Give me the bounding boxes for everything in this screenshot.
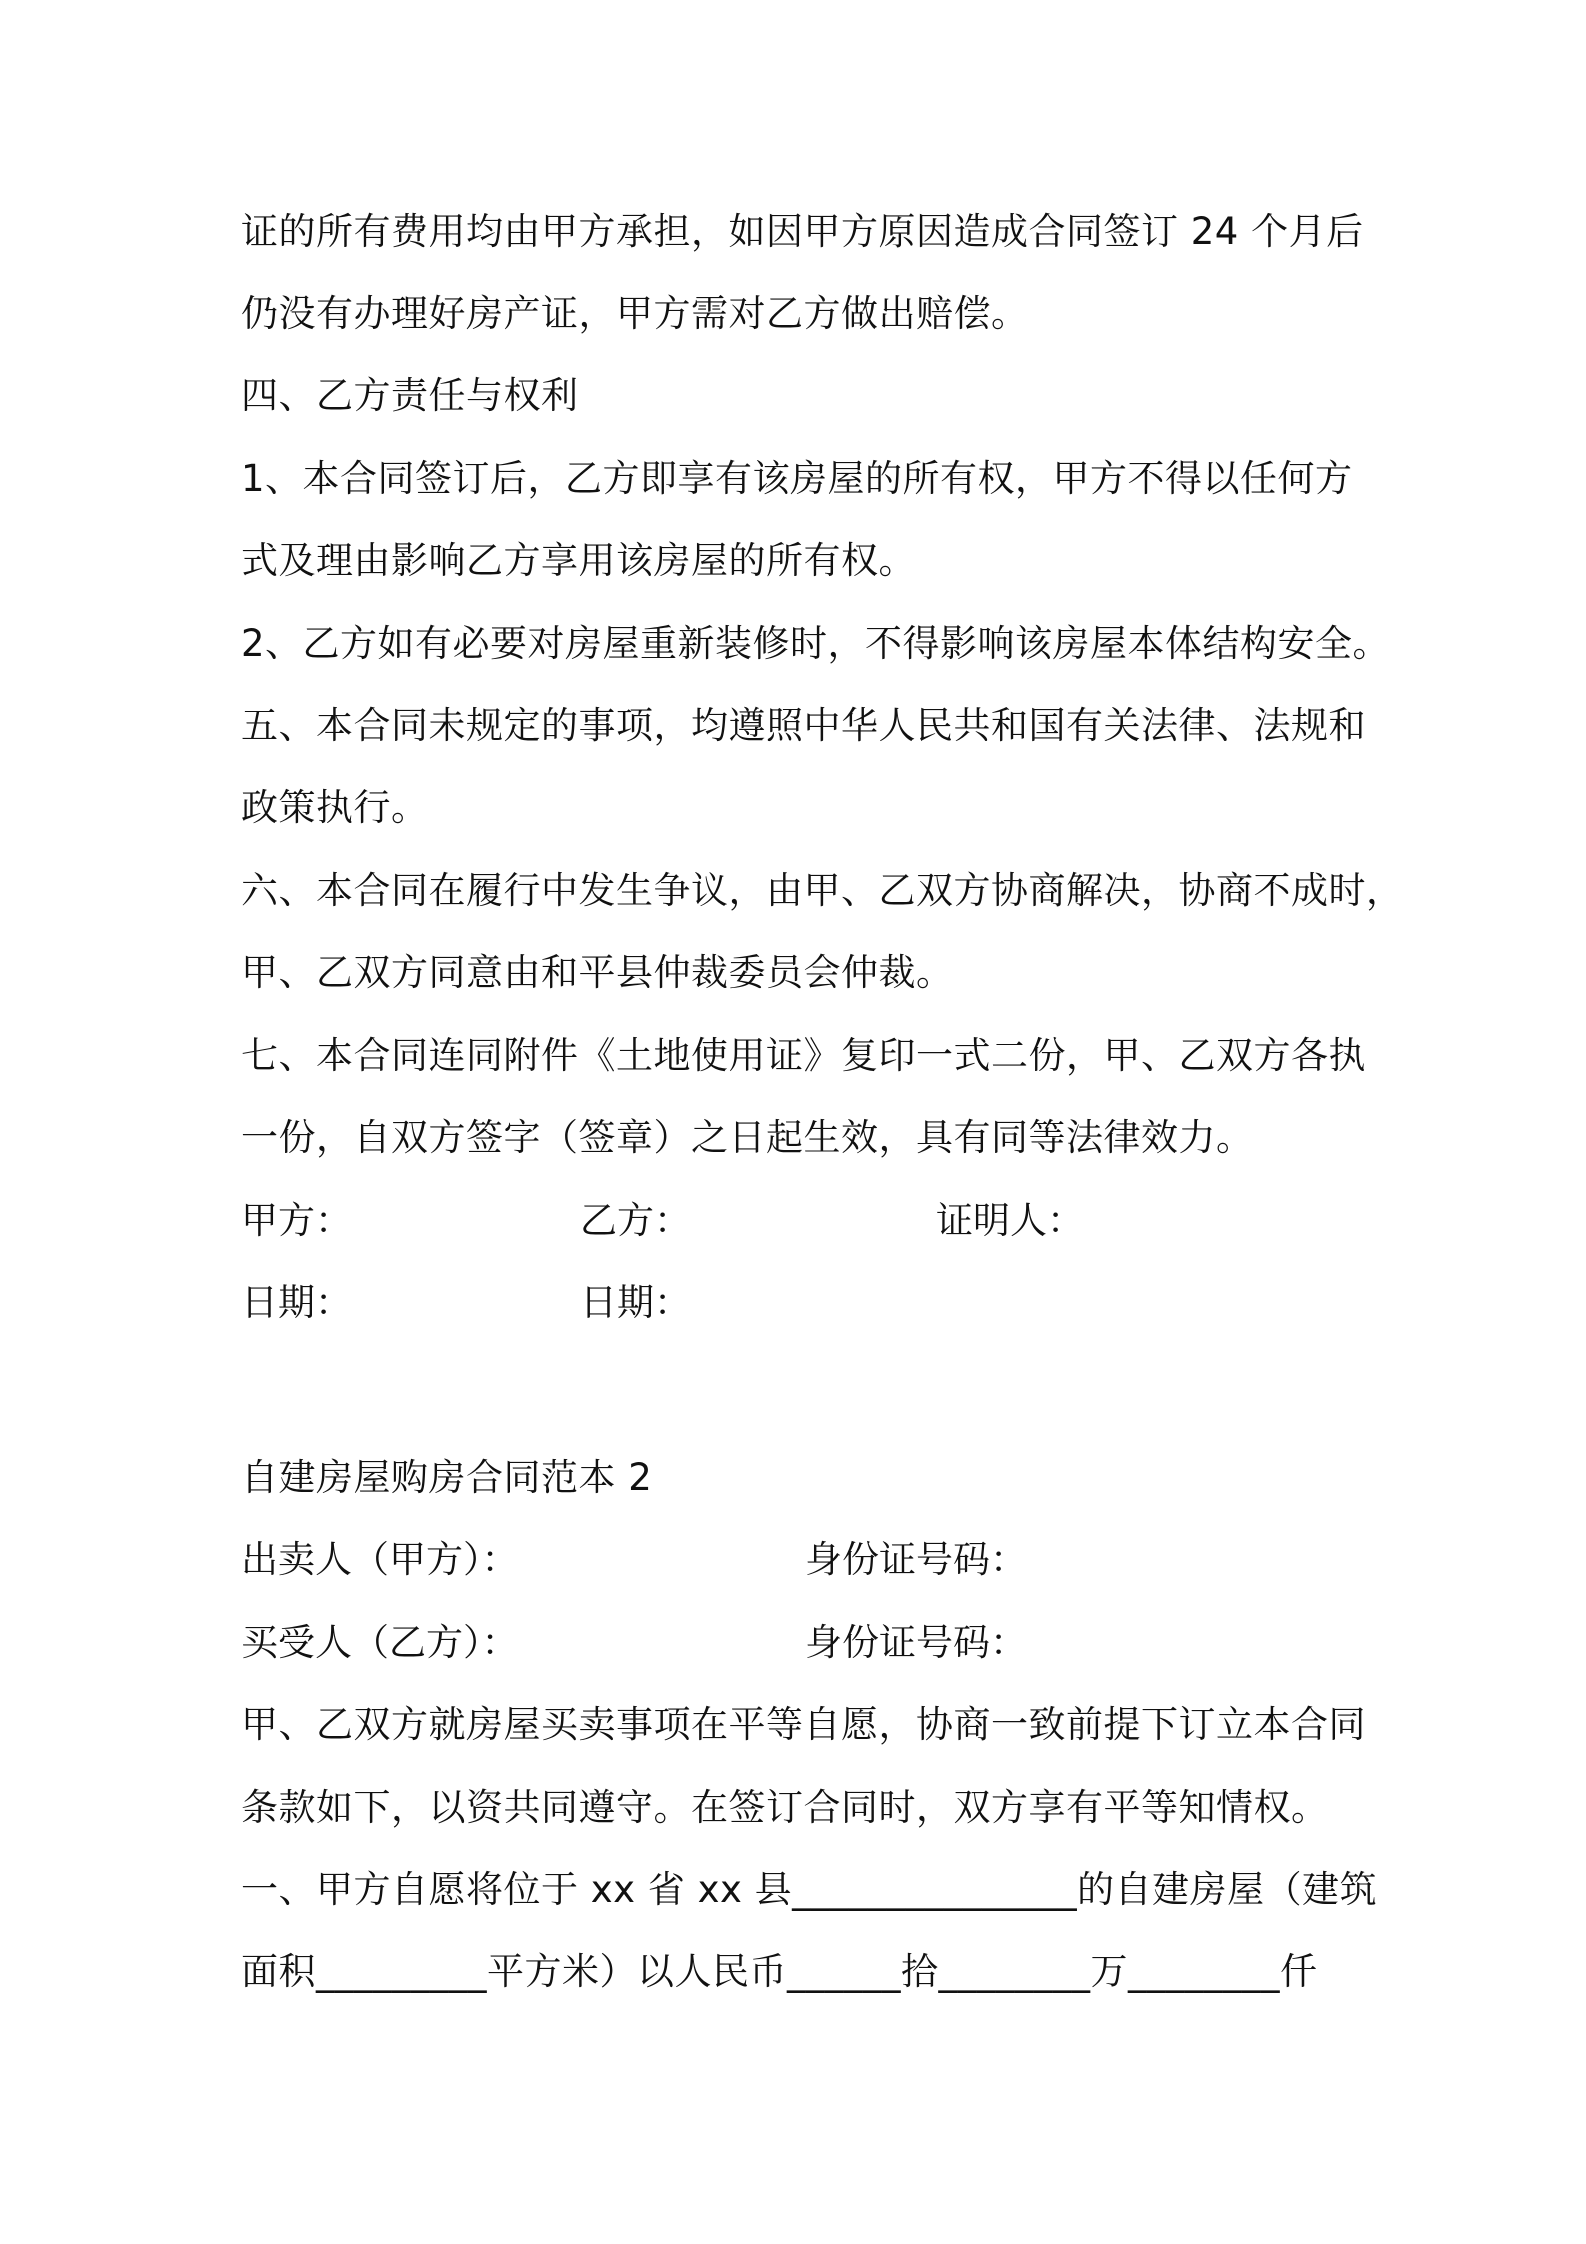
paragraph-line: 七、本合同连同附件《土地使用证》复印一式二份，甲、乙双方各执 bbox=[241, 1034, 1366, 1077]
signature-witness: 证明人： bbox=[936, 1199, 1084, 1242]
signature-party-b: 乙方： bbox=[580, 1199, 691, 1242]
buyer-label: 买受人（乙方）： bbox=[241, 1621, 519, 1664]
paragraph-line: 证的所有费用均由甲方承担，如因甲方原因造成合同签订 24 个月后 bbox=[241, 210, 1364, 253]
seller-label: 出卖人（甲方）： bbox=[241, 1538, 519, 1581]
paragraph-line: 政策执行。 bbox=[241, 786, 429, 829]
paragraph-line: 面积_________平方米）以人民币______拾________万________仟 bbox=[241, 1950, 1318, 1993]
paragraph-line: 五、本合同未规定的事项，均遵照中华人民共和国有关法律、法规和 bbox=[241, 704, 1366, 747]
paragraph-line: 条款如下，以资共同遵守。在签订合同时，双方享有平等知情权。 bbox=[241, 1786, 1329, 1829]
seller-id-label: 身份证号码： bbox=[805, 1538, 1027, 1581]
paragraph-line: 一、甲方自愿将位于 xx 省 xx 县_______________的自建房屋（建筑 bbox=[241, 1868, 1378, 1911]
date-party-a: 日期： bbox=[241, 1281, 352, 1324]
paragraph-line: 六、本合同在履行中发生争议，由甲、乙双方协商解决，协商不成时， bbox=[241, 869, 1404, 912]
section-heading: 四、乙方责任与权利 bbox=[241, 374, 579, 417]
paragraph-line: 2、乙方如有必要对房屋重新装修时，不得影响该房屋本体结构安全。 bbox=[241, 622, 1391, 665]
paragraph-line: 甲、乙双方同意由和平县仲裁委员会仲裁。 bbox=[241, 951, 954, 994]
signature-party-a: 甲方： bbox=[241, 1199, 352, 1242]
paragraph-line: 1、本合同签订后，乙方即享有该房屋的所有权，甲方不得以任何方 bbox=[241, 457, 1353, 500]
section-title: 自建房屋购房合同范本 2 bbox=[241, 1456, 653, 1499]
paragraph-line: 仍没有办理好房产证，甲方需对乙方做出赔偿。 bbox=[241, 292, 1029, 335]
buyer-id-label: 身份证号码： bbox=[805, 1621, 1027, 1664]
paragraph-line: 甲、乙双方就房屋买卖事项在平等自愿，协商一致前提下订立本合同 bbox=[241, 1703, 1366, 1746]
paragraph-line: 式及理由影响乙方享用该房屋的所有权。 bbox=[241, 539, 916, 582]
paragraph-line: 一份，自双方签字（签章）之日起生效，具有同等法律效力。 bbox=[241, 1116, 1254, 1159]
date-party-b: 日期： bbox=[580, 1281, 691, 1324]
